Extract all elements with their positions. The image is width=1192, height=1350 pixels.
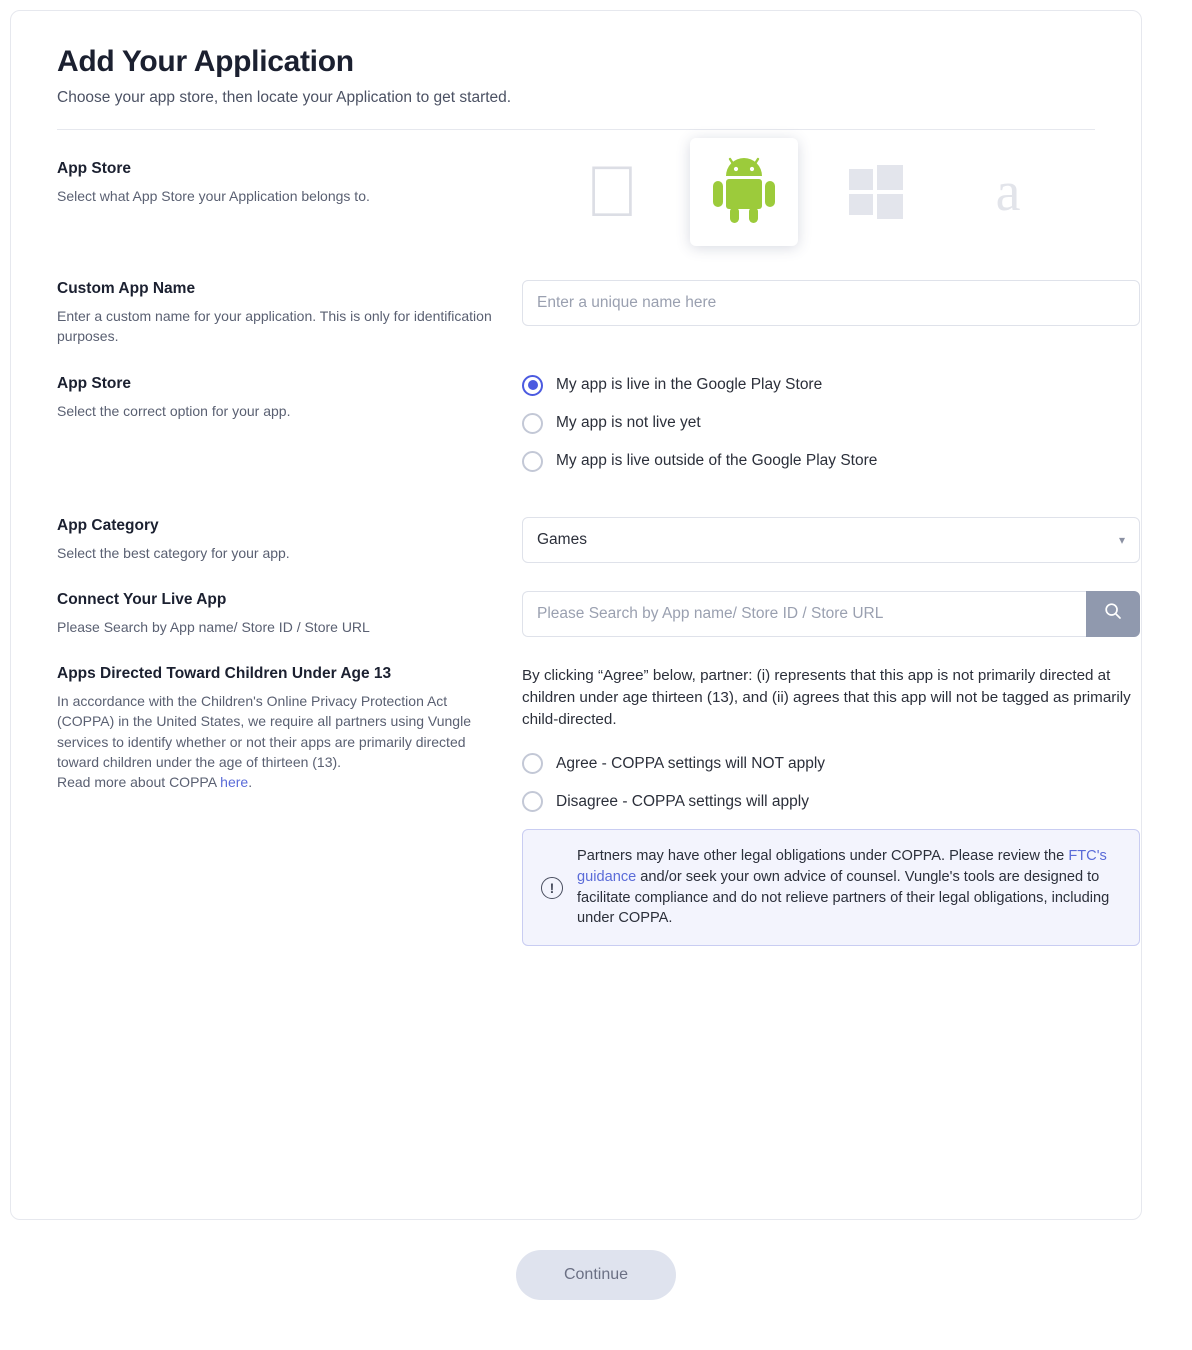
radio-coppa-agree[interactable] (522, 753, 1140, 774)
radio-app-not-live[interactable] (522, 413, 1095, 434)
radio-indicator (522, 413, 543, 434)
page-subtitle: Choose your app store, then locate your Application to get started. (57, 89, 512, 106)
app-search-input[interactable] (522, 591, 1086, 637)
exclamation-circle-icon: ! (541, 877, 563, 899)
coppa-help-text: In accordance with the Children's Online Privacy Protection Act (COPPA) in the United States, we require all partners using Vungle services to identify whether or not their apps are primarily directed toward children under the age of thirteen (13). (57, 693, 471, 771)
android-icon (713, 157, 775, 228)
app-category-row (57, 516, 1125, 563)
search-icon (1104, 602, 1122, 625)
add-application-card (10, 10, 1142, 1220)
footer (0, 1250, 1192, 1300)
coppa-help-readmore: Read more about COPPA (57, 774, 221, 791)
radio-label: My app is live in the Google Play Store (556, 376, 823, 394)
windows-icon (849, 165, 903, 219)
coppa-here-link[interactable]: here (220, 774, 249, 791)
connect-live-app-label: Connect Your Live App (57, 590, 227, 608)
coppa-statement: By clicking “Agree” below, partner: (i) represents that this app is not primarily directed at children under age thirteen (13), and (ii) agrees that this app will not be tagged as primarily child-directed. (522, 667, 1131, 729)
connect-live-app-help: Please Search by App name/ Store ID / Store URL (57, 618, 370, 635)
store-option-amazon[interactable] (954, 138, 1062, 246)
app-store-picker-label: App Store (57, 160, 132, 177)
radio-label: My app is not live yet (556, 414, 701, 432)
coppa-notice-text (577, 846, 1121, 929)
radio-app-live-outside-google-play[interactable] (522, 451, 1095, 472)
coppa-row (57, 665, 1131, 946)
ftc-guidance-link[interactable]: FTC's guidance (577, 848, 1107, 885)
app-store-options (558, 138, 1095, 246)
custom-app-name-help: Enter a custom name for your application. This is only for identification purposes. (57, 308, 492, 345)
radio-coppa-disagree[interactable] (522, 791, 1140, 812)
continue-button[interactable]: Continue (516, 1250, 676, 1300)
radio-indicator (522, 753, 543, 774)
coppa-help-period: . (248, 774, 253, 791)
app-store-picker-help: Select what App Store your Application belongs to. (57, 188, 370, 204)
connect-live-app-row (57, 591, 1095, 637)
apple-icon (585, 156, 639, 228)
custom-app-name-label: Custom App Name (57, 280, 196, 297)
radio-app-live-google-play[interactable] (522, 375, 1095, 396)
radio-label: My app is live outside of the Google Play Store (556, 452, 878, 470)
custom-app-name-row (57, 280, 1095, 347)
store-option-apple[interactable] (558, 138, 666, 246)
radio-label: Disagree - COPPA settings will apply (556, 792, 809, 810)
radio-indicator (522, 375, 543, 396)
coppa-help (57, 691, 502, 792)
radio-label: Agree - COPPA settings will NOT apply (556, 754, 826, 772)
header-divider (57, 129, 1095, 130)
store-option-windows[interactable] (822, 138, 930, 246)
app-store-picker-labels (57, 160, 522, 206)
app-category-select[interactable] (522, 517, 1140, 563)
radio-indicator (522, 791, 543, 812)
coppa-notice-before: Partners may have other legal obligations under COPPA. Please review the (577, 848, 1069, 865)
coppa-notice-after: and/or seek your own advice of counsel. Vungle's tools are designed to facilitate compliance and do not relieve partners of their legal obligations, including under COPPA. (577, 869, 1110, 927)
app-category-help: Select the best category for your app. (57, 544, 290, 561)
app-store-status-label: App Store (57, 374, 132, 392)
radio-indicator (522, 451, 543, 472)
app-category-label: App Category (57, 516, 159, 534)
store-option-google-play[interactable] (690, 138, 798, 246)
app-store-status-row (57, 375, 1095, 489)
app-category-value: Games (537, 530, 587, 548)
app-search-group (522, 591, 1140, 637)
coppa-notice (522, 829, 1140, 946)
coppa-label: Apps Directed Toward Children Under Age 13 (57, 665, 392, 683)
page-title: Add Your Application (57, 45, 354, 78)
custom-app-name-input[interactable] (522, 280, 1140, 326)
app-store-picker-row (57, 160, 1095, 246)
amazon-icon: a (995, 161, 1021, 223)
app-store-status-help: Select the correct option for your app. (57, 402, 291, 419)
chevron-down-icon: ▾ (1118, 532, 1125, 547)
app-search-button[interactable] (1086, 591, 1140, 637)
